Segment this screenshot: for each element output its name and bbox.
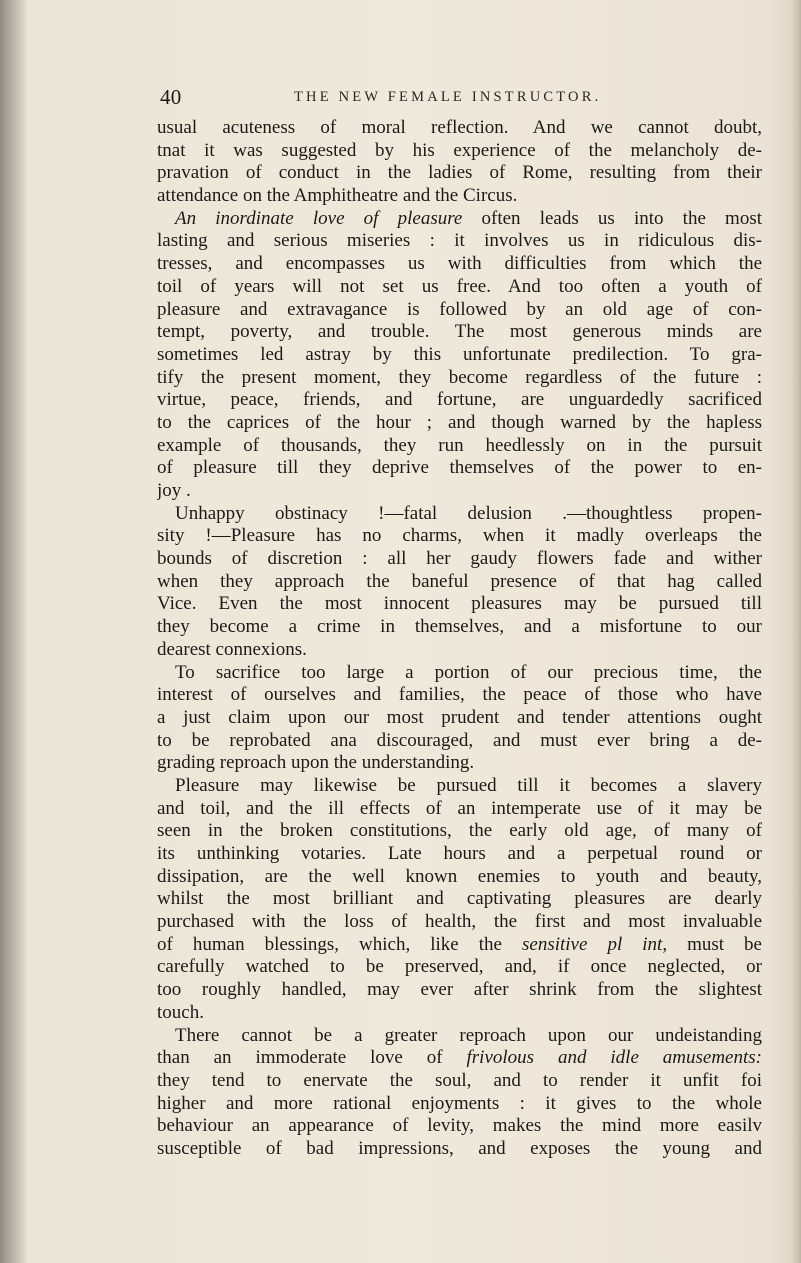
text-segment: sometimes led astray by this unfortunate predilection. To gra- xyxy=(157,343,762,365)
text-line xyxy=(157,911,762,934)
text-line xyxy=(157,571,762,594)
text-segment: they become a crime in themselves, and a misfortune to our xyxy=(157,616,762,638)
text-line xyxy=(157,639,762,662)
text-segment: , must be xyxy=(662,933,762,955)
text-line xyxy=(157,1070,762,1093)
text-line xyxy=(157,843,762,866)
text-line xyxy=(157,253,762,276)
text-line xyxy=(157,525,762,548)
text-segment: susceptible of bad impressions, and exposes the young and xyxy=(157,1137,762,1159)
text-line xyxy=(157,888,762,911)
text-segment: whilst the most brilliant and captivating pleasures are dearly xyxy=(157,888,762,910)
text-segment: touch. xyxy=(157,1001,204,1023)
text-line xyxy=(157,185,762,208)
text-line xyxy=(157,707,762,730)
text-line xyxy=(157,389,762,412)
text-segment: purchased with the loss of health, the first and most invaluable xyxy=(157,911,762,933)
text-line xyxy=(157,321,762,344)
text-segment: carefully watched to be preserved, and, if once neglected, or xyxy=(157,956,762,978)
text-segment: behaviour an appearance of levity, makes the mind more easilv xyxy=(157,1115,762,1137)
text-segment: toil of years will not set us free. And too often a youth of xyxy=(157,275,762,297)
text-line xyxy=(157,1025,762,1048)
text-segment: of human blessings, which, like the xyxy=(157,933,522,955)
text-line xyxy=(157,230,762,253)
text-segment: its unthinking votaries. Late hours and a perpetual round or xyxy=(157,843,762,864)
text-line xyxy=(157,367,762,390)
text-line xyxy=(157,662,762,685)
text-segment: seen in the broken constitutions, the early old age, of many of xyxy=(157,820,762,842)
text-segment: tify the present moment, they become regardless of the future : xyxy=(157,366,762,388)
text-line xyxy=(157,1138,762,1161)
text-line xyxy=(157,979,762,1002)
text-line xyxy=(157,435,762,458)
text-line xyxy=(157,117,762,140)
text-line xyxy=(157,775,762,798)
text-line xyxy=(157,276,762,299)
text-segment: a just claim upon our most prudent and tender attentions ought xyxy=(157,706,762,728)
text-line xyxy=(157,480,762,503)
text-line xyxy=(157,684,762,707)
text-segment: sity !—Pleasure has no charms, when it madly overleaps the xyxy=(157,525,762,547)
text-segment: tnat it was suggested by his experience of the melancholy de- xyxy=(157,139,762,161)
text-segment: Unhappy obstinacy !—fatal delusion .—thoughtless propen- xyxy=(175,502,762,524)
text-segment: of pleasure till they deprive themselves of the power to en- xyxy=(157,457,762,479)
text-segment: often leads us into the most xyxy=(462,207,762,229)
text-line xyxy=(157,1002,762,1025)
text-segment: higher and more rational enjoyments : it gives to the whole xyxy=(157,1092,762,1114)
text-line xyxy=(157,457,762,480)
text-line xyxy=(157,956,762,979)
text-line xyxy=(157,934,762,957)
text-segment: There cannot be a greater reproach upon our undeistanding xyxy=(175,1024,762,1046)
text-line xyxy=(157,208,762,231)
text-segment: they tend to enervate the soul, and to render it unfit foi xyxy=(157,1069,762,1091)
page-binding-shadow xyxy=(0,0,28,1263)
text-line xyxy=(157,299,762,322)
text-segment: tempt, poverty, and trouble. The most generous minds are xyxy=(157,321,762,343)
text-line xyxy=(157,1093,762,1116)
text-segment: joy . xyxy=(157,480,191,501)
text-segment: too roughly handled, may ever after shrink from the slightest xyxy=(157,979,762,1001)
text-line xyxy=(157,1047,762,1070)
text-segment: than an immoderate love of xyxy=(157,1047,467,1069)
text-line xyxy=(157,866,762,889)
text-line xyxy=(157,548,762,571)
text-line xyxy=(157,1115,762,1138)
text-segment: bounds of discretion : all her gaudy flowers fade and wither xyxy=(157,548,762,570)
text-line xyxy=(157,752,762,775)
text-segment: to be reprobated ana discouraged, and must ever bring a de- xyxy=(157,729,762,751)
text-segment: dearest connexions. xyxy=(157,638,307,660)
text-segment: pleasure and extravagance is followed by an old age of con- xyxy=(157,298,762,320)
text-segment: usual acuteness of moral reflection. And we cannot doubt, xyxy=(157,117,762,138)
text-segment: Pleasure may likewise be pursued till it becomes a slavery xyxy=(175,774,762,796)
body-text xyxy=(157,117,762,1161)
page-header xyxy=(160,84,720,110)
text-line xyxy=(157,344,762,367)
text-segment: Vice. Even the most innocent pleasures may be pursued till xyxy=(157,593,762,615)
text-segment: example of thousands, they run heedlessly on in the pursuit xyxy=(157,434,762,456)
text-line xyxy=(157,503,762,526)
italic-text: An inordinate love of pleasure xyxy=(175,207,463,229)
running-title: THE NEW FEMALE INSTRUCTOR. xyxy=(294,89,602,105)
text-segment: grading reproach upon the understanding. xyxy=(157,752,475,774)
text-segment: To sacrifice too large a portion of our precious time, the xyxy=(175,661,762,683)
text-segment: virtue, peace, friends, and fortune, are unguardedly sacrificed xyxy=(157,389,762,411)
text-line xyxy=(157,730,762,753)
text-segment: when they approach the baneful presence of that hag called xyxy=(157,570,762,592)
text-line xyxy=(157,820,762,843)
italic-text: sensitive pl int xyxy=(522,933,663,955)
text-segment: pravation of conduct in the ladies of Rome, resulting from their xyxy=(157,162,762,184)
text-line xyxy=(157,412,762,435)
text-line xyxy=(157,162,762,185)
text-segment: dissipation, are the well known enemies to youth and beauty, xyxy=(157,865,762,887)
text-line xyxy=(157,616,762,639)
text-segment: attendance on the Amphitheatre and the Circus. xyxy=(157,185,518,207)
page-edge-shadow xyxy=(791,0,801,1263)
page-number: 40 xyxy=(160,85,182,109)
text-line xyxy=(157,798,762,821)
text-segment: to the caprices of the hour ; and though warned by the hapless xyxy=(157,411,762,433)
italic-text: frivolous and idle amusements: xyxy=(466,1047,762,1069)
text-segment: lasting and serious miseries : it involves us in ridiculous dis- xyxy=(157,230,762,252)
text-segment: and toil, and the ill effects of an intemperate use of it may be xyxy=(157,797,762,819)
text-segment: tresses, and encompasses us with difficulties from which the xyxy=(157,253,762,275)
text-line xyxy=(157,140,762,163)
text-line xyxy=(157,593,762,616)
text-segment: interest of ourselves and families, the peace of those who have xyxy=(157,684,762,706)
